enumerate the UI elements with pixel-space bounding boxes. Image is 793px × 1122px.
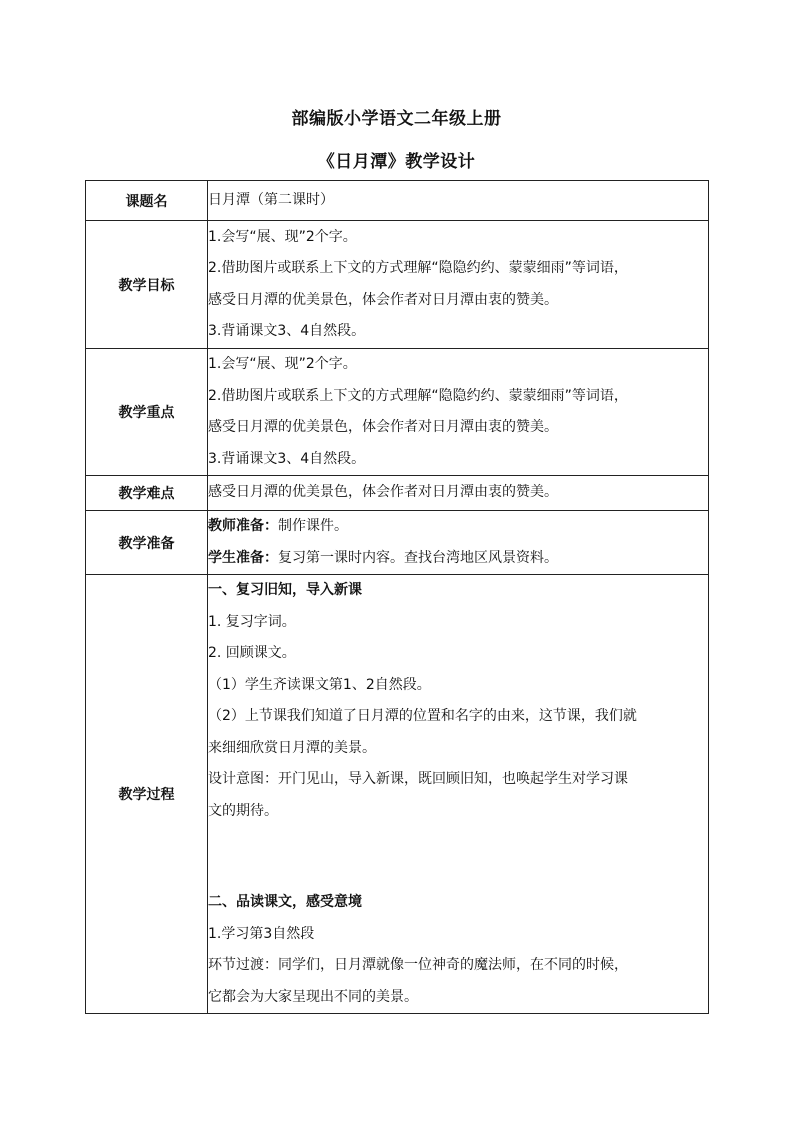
row-content-topic [208,181,709,221]
key-points-line: 3.背诵课文3、4自然段。 [208,450,366,467]
process-section-heading: 二、品读课文，感受意境 [208,894,362,910]
process-line: 1. 复习字词。 [208,613,296,630]
goals-line: 1.会写“展、现”2个字。 [208,228,357,245]
process-line: 它都会为大家呈现出不同的美景。 [208,988,418,1005]
process-section-heading: 一、复习旧知，导入新课 [208,582,362,598]
difficulty-value: 感受日月潭的优美景色，体会作者对日月潭由衷的赞美。 [208,484,558,501]
student-preparation-value: 复习第一课时内容。查找台湾地区风景资料。 [278,549,558,566]
process-line: 设计意图：开门见山，导入新课，既回顾旧知，也唤起学生对学习课 [208,771,628,787]
row-label-topic: 课题名 [86,181,208,221]
process-line: （2）上节课我们知道了日月潭的位置和名字的由来，这节课，我们就 [208,708,637,724]
key-points-line: 感受日月潭的优美景色，体会作者对日月潭由衷的赞美。 [208,419,558,435]
lesson-plan-table [85,180,709,1014]
process-line: 来细细欣赏日月潭的美景。 [208,739,376,756]
row-label-goals: 教学目标 [86,221,208,349]
table-row-topic [86,181,709,221]
goals-line: 3.背诵课文3、4自然段。 [208,323,366,339]
process-line: 2. 回顾课文。 [208,645,296,661]
row-content-process [208,575,709,1014]
document-title: 部编版小学语文二年级上册 [291,109,502,129]
teacher-preparation-value: 制作课件。 [278,518,348,534]
key-points-line: 1.会写“展、现”2个字。 [208,356,357,372]
process-line: （1）学生齐读课文第1、2自然段。 [208,676,431,693]
table-row-key-points [86,349,709,476]
goals-line: 2.借助图片或联系上下文的方式理解“隐隐约约、蒙蒙细雨”等词语， [208,260,628,276]
student-preparation-label: 学生准备： [208,549,278,566]
teacher-preparation-label: 教师准备： [208,518,278,534]
row-content-key-points [208,349,709,476]
topic-value: 日月潭（第二课时） [208,191,334,208]
row-content-difficulty [208,476,709,511]
document-subtitle: 《日月潭》教学设计 [317,152,476,172]
teacher-preparation [208,511,708,543]
table-row-preparation [86,511,709,575]
goals-line: 感受日月潭的优美景色，体会作者对日月潭由衷的赞美。 [208,291,558,308]
table-row-goals [86,221,709,349]
row-content-goals [208,221,709,349]
key-points-line: 2.借助图片或联系上下文的方式理解“隐隐约约、蒙蒙细雨”等词语， [208,387,628,404]
row-label-preparation: 教学准备 [86,511,208,575]
table-row-process [86,575,709,1014]
table-row-difficulty [86,476,709,511]
process-line: 环节过渡：同学们，日月潭就像一位神奇的魔法师，在不同的时候， [208,957,628,973]
process-line: 文的期待。 [208,802,278,819]
student-preparation [208,543,708,575]
row-label-difficulty: 教学难点 [86,476,208,511]
section-spacer [208,827,708,887]
process-line: 1.学习第3自然段 [208,925,315,942]
row-label-process: 教学过程 [86,575,208,1014]
row-content-preparation [208,511,709,575]
row-label-key-points: 教学重点 [86,349,208,476]
